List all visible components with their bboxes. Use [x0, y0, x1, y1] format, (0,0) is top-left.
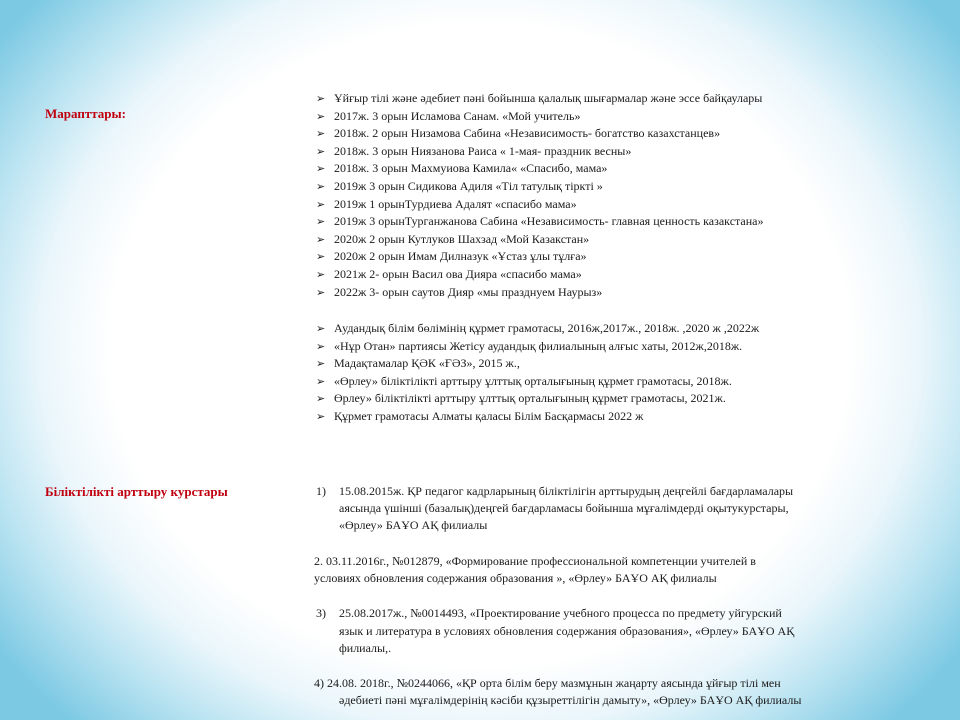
arrow-bullet-icon: ➢ [316, 250, 326, 264]
award-item [316, 266, 764, 284]
award-item [316, 196, 764, 214]
award-item-text: Ұйғыр тілі және әдебиет пәні бойынша қалалық шығармалар және эссе байқаулары [334, 91, 763, 105]
arrow-bullet-icon: ➢ [316, 392, 326, 406]
award-item-text: 2018ж. 2 орын Низамова Сабина «Независимость- богатство казахстанцев» [334, 126, 721, 141]
honor-item [316, 338, 759, 356]
arrow-bullet-icon: ➢ [316, 109, 326, 123]
arrow-bullet-icon: ➢ [316, 179, 326, 193]
arrow-bullet-icon: ➢ [316, 409, 326, 423]
honor-item-text: «Өрлеу» біліктілікті арттыру ұлттық орталығының құрмет грамотасы, 2018ж. [334, 373, 732, 388]
course-3-line-3: филиалы,. [339, 641, 392, 655]
arrow-bullet-icon: ➢ [316, 144, 326, 158]
honor-item [316, 390, 759, 408]
honor-item-text: Аудандық білім бөлімінің құрмет грамотасы, 2016ж,2017ж., 2018ж. ,2020 ж ,2022ж [334, 321, 760, 335]
arrow-bullet-icon: ➢ [316, 322, 326, 335]
award-item-text: 2019ж 1 орынТурдиева Адалят «спасибо мама» [334, 196, 577, 211]
arrow-bullet-icon: ➢ [316, 162, 326, 176]
award-item-text: 2020ж 2 орын Имам Дилназук «Ұстаз ұлы тұлға» [334, 249, 587, 264]
honor-item-text: Мадақтамалар ҚӘК «ҒӘЗ», 2015 ж., [334, 356, 520, 371]
course-4-line-2: әдебиеті пәні мұғалімдерінің кәсіби құзыреттілігін дамыту», «Өрлеу» БАҰО АҚ филиалы [339, 693, 802, 707]
award-item [316, 143, 764, 161]
arrow-bullet-icon: ➢ [316, 357, 326, 371]
course-1-line-3: «Өрлеу» БАҰО АҚ филиалы [339, 518, 488, 532]
honor-item [316, 355, 759, 373]
award-item-text: 2022ж 3- орын саутов Дияр «мы празднуем Наурыз» [334, 284, 603, 299]
course-3-number: 3) [316, 606, 326, 620]
award-item-text: 2020ж 2 орын Кутлуков Шахзад «Мой Казакстан» [334, 231, 590, 246]
course-3-line-1: 25.08.2017ж., №0014493, «Проектирование учебного процесса по предмету уйгурский [339, 606, 782, 620]
honor-item-text: Өрлеу» біліктілікті арттыру ұлттық орталығының құрмет грамотасы, 2021ж. [334, 391, 726, 406]
course-3-line-2: язык и литература в условиях обновления содержания образования», «Өрлеу» БАҰО АҚ [339, 624, 795, 638]
course-4-line-1: 4) 24.08. 2018г., №0244066, «ҚР орта білім беру мазмұнын жаңарту аясында ұйғыр тілі мен [314, 676, 781, 690]
course-1-line-2: аясында үшінші (базалық)деңгей бағдарламасы бойынша мұғалімдерді оқытукурстары, [339, 501, 789, 515]
course-2-line-1: 2. 03.11.2016г., №012879, «Формирование профессиональной компетенции учителей в [314, 554, 756, 568]
award-item [316, 231, 764, 249]
arrow-bullet-icon: ➢ [316, 339, 326, 353]
honor-item [316, 408, 759, 426]
arrow-bullet-icon: ➢ [316, 127, 326, 141]
award-item [316, 248, 764, 266]
award-item [316, 284, 764, 302]
arrow-bullet-icon: ➢ [316, 197, 326, 211]
awards-list [316, 90, 764, 301]
award-item [316, 90, 764, 108]
course-1-line-1: 15.08.2015ж. ҚР педагог кадрларының біліктілігін арттырудың деңгейлі бағдарламалары [339, 484, 794, 498]
award-item-text: 2017ж. 3 орын Исламова Санам. «Мой учитель» [334, 108, 581, 123]
course-2-line-2: условиях обновления содержания образования », «Өрлеу» БАҰО АҚ филиалы [314, 571, 717, 585]
honors-list [316, 320, 759, 426]
honor-item-text: Құрмет грамотасы Алматы қаласы Білім Басқармасы 2022 ж [334, 408, 644, 423]
arrow-bullet-icon: ➢ [316, 215, 326, 229]
honor-item [316, 373, 759, 391]
arrow-bullet-icon: ➢ [316, 92, 326, 105]
course-1-number: 1) [316, 484, 326, 498]
arrow-bullet-icon: ➢ [316, 285, 326, 299]
award-item-text: 2018ж. 3 орын Ниязанова Раиса « 1-мая- праздник весны» [334, 143, 632, 158]
award-item-text: 2019ж 3 орынТурганжанова Сабина «Независимость- главная ценность казакстана» [334, 214, 764, 229]
award-item [316, 125, 764, 143]
arrow-bullet-icon: ➢ [316, 374, 326, 388]
award-item-text: 2018ж. 3 орын Махмуиова Камила« «Спасибо, мама» [334, 161, 608, 176]
arrow-bullet-icon: ➢ [316, 232, 326, 246]
award-item [316, 160, 764, 178]
honor-item [316, 320, 759, 338]
honor-item-text: «Нұр Отан» партиясы Жетісу аудандық филиалының алғыс хаты, 2012ж,2018ж. [334, 338, 743, 353]
arrow-bullet-icon: ➢ [316, 267, 326, 281]
award-item [316, 108, 764, 126]
award-item [316, 178, 764, 196]
award-item-text: 2019ж 3 орын Сидикова Адиля «Тіл татулық тіркті » [334, 178, 603, 193]
award-item-text: 2021ж 2- орын Васил ова Дияра «спасибо мама» [334, 266, 582, 281]
courses-heading: Біліктілікті арттыру курстары [45, 484, 228, 499]
awards-heading: Марапттары: [45, 106, 126, 121]
award-item [316, 213, 764, 231]
